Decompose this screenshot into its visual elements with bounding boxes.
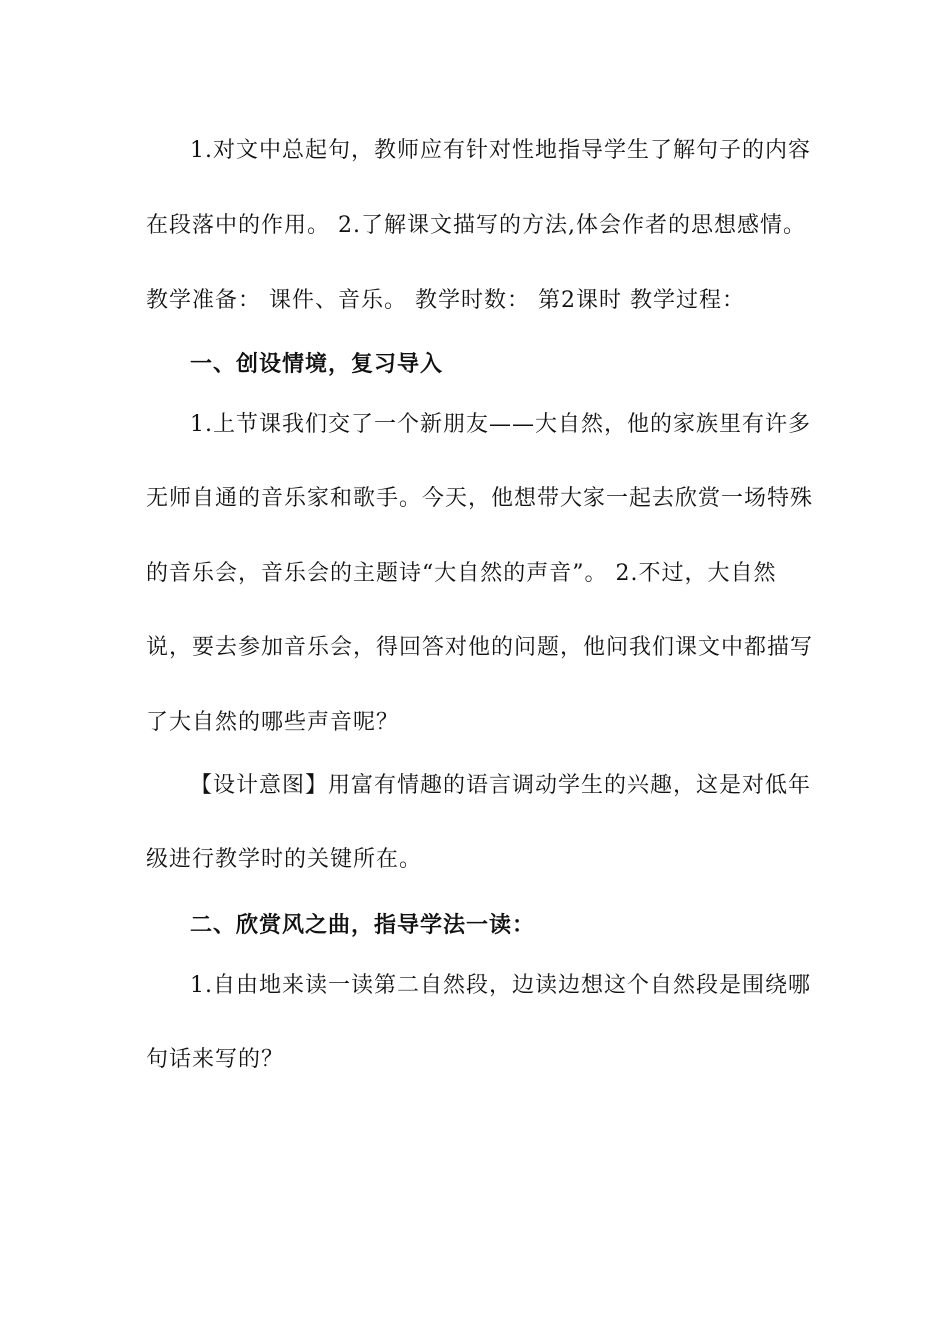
design-intent-line-2: 级进行教学时的关键所在。	[146, 847, 423, 872]
paragraph-2-line-1: 1.自由地来读一读第二自然段，边读边想这个自然段是围绕哪	[190, 973, 811, 998]
section-heading-1: 一、创设情境，复习导入	[190, 351, 444, 377]
objective-line-1: 1.对文中总起句，教师应有针对性地指导学生了解句子的内容	[190, 138, 811, 163]
paragraph-1-line-2: 无师自通的音乐家和歌手。今天，他想带大家一起去欣赏一场特殊	[146, 486, 814, 511]
preparation-line: 教学准备： 课件、音乐。 教学时数： 第2课时 教学过程：	[146, 288, 745, 313]
paragraph-1-line-1: 1.上节课我们交了一个新朋友——大自然，他的家族里有许多	[190, 412, 811, 437]
paragraph-1-line-4: 说，要去参加音乐会，得回答对他的问题，他问我们课文中都描写	[146, 635, 814, 660]
objective-line-2: 在段落中的作用。 2.了解课文描写的方法,体会作者的思想感情。	[146, 213, 806, 238]
paragraph-1-line-3: 的音乐会，音乐会的主题诗“大自然的声音”。 2.不过，大自然	[146, 561, 777, 586]
design-intent-line-1: 【设计意图】用富有情趣的语言调动学生的兴趣，这是对低年	[190, 773, 812, 798]
paragraph-2-line-2: 句话来写的？	[146, 1047, 285, 1072]
paragraph-1-line-5: 了大自然的哪些声音呢？	[146, 710, 400, 735]
section-heading-2: 二、欣赏风之曲，指导学法一读：	[190, 912, 536, 938]
